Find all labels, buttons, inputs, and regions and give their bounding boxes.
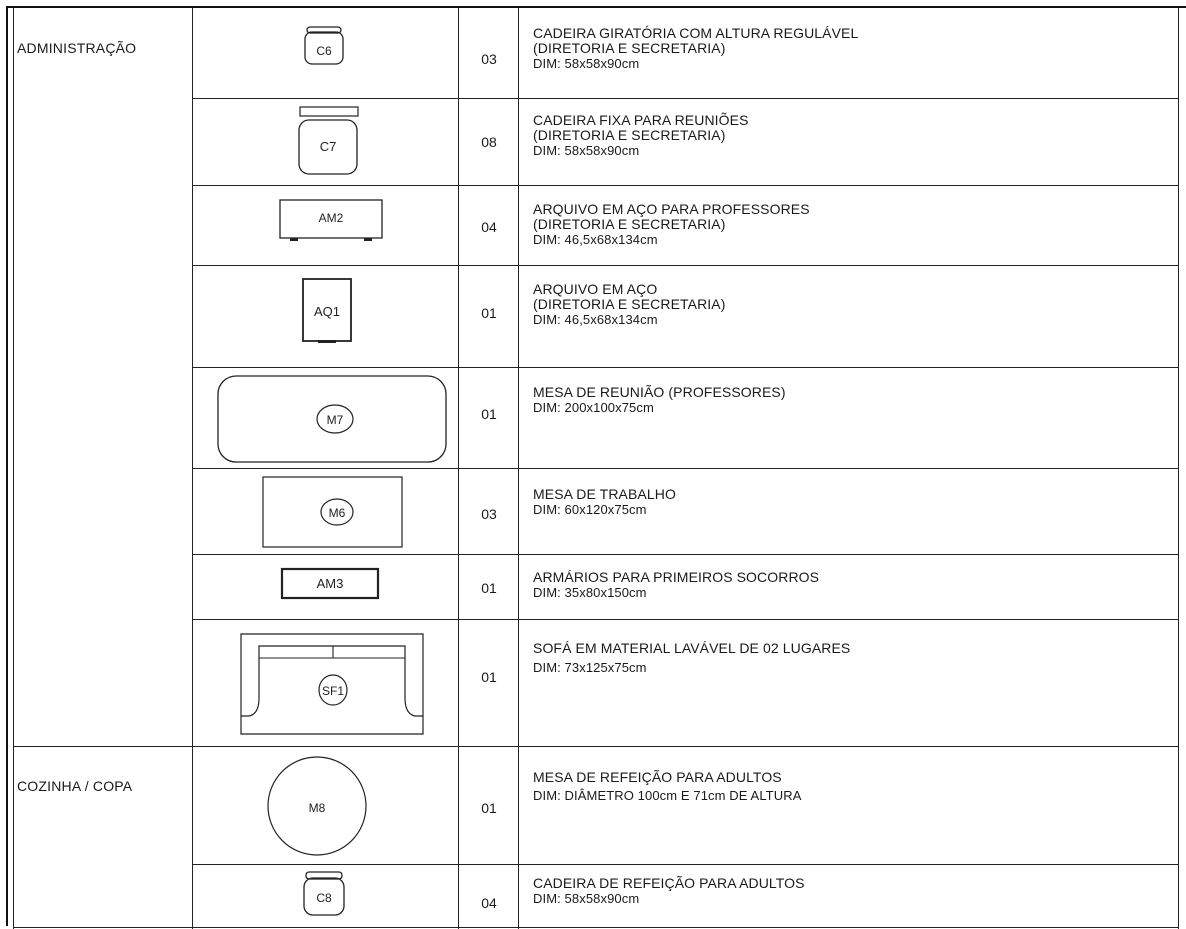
desc-dim: DIM: 60x120x75cm xyxy=(533,502,647,517)
qty-c7: 08 xyxy=(481,134,497,150)
symbol-code: AM2 xyxy=(318,211,344,225)
row-divider xyxy=(192,98,1179,99)
desc-dim: DIM: DIÂMETRO 100cm E 71cm DE ALTURA xyxy=(533,788,802,803)
desc-am3 xyxy=(533,570,819,600)
desc-line: MESA DE REFEIÇÃO PARA ADULTOS xyxy=(533,769,782,785)
area-label-cozinha: COZINHA / COPA xyxy=(17,778,133,794)
row-divider xyxy=(192,864,1179,865)
qty-m7: 01 xyxy=(481,406,497,422)
qty-am3: 01 xyxy=(481,580,497,596)
desc-line: MESA DE REUNIÃO (PROFESSORES) xyxy=(533,384,786,400)
desc-line: MESA DE TRABALHO xyxy=(533,486,676,502)
symbol-code: M6 xyxy=(328,506,346,520)
chair-c7-symbol xyxy=(294,106,364,178)
section-divider xyxy=(13,746,1179,747)
desc-dim: DIM: 200x100x75cm xyxy=(533,400,654,415)
desc-line: SOFÁ EM MATERIAL LAVÁVEL DE 02 LUGARES xyxy=(533,640,851,656)
desc-c6 xyxy=(533,26,858,71)
cabinet-aq1-symbol xyxy=(300,276,356,350)
desc-m6 xyxy=(533,487,676,517)
desc-am2 xyxy=(533,202,810,247)
desc-aq1 xyxy=(533,282,725,327)
desc-line: CADEIRA DE REFEIÇÃO PARA ADULTOS xyxy=(533,875,805,891)
symbol-code: M8 xyxy=(308,801,326,815)
row-divider xyxy=(192,619,1179,620)
qty-aq1: 01 xyxy=(481,305,497,321)
cabinet-am3-symbol xyxy=(280,567,380,601)
symbol-code: C7 xyxy=(319,139,337,154)
row-divider xyxy=(192,554,1179,555)
desc-dim: DIM: 46,5x68x134cm xyxy=(533,232,658,247)
symbol-code: C6 xyxy=(316,44,332,58)
qty-c6: 03 xyxy=(481,51,497,67)
qty-sf1: 01 xyxy=(481,669,497,685)
desc-line: (DIRETORIA E SECRETARIA) xyxy=(533,296,726,312)
desc-line: CADEIRA FIXA PARA REUNIÕES xyxy=(533,112,749,128)
sofa-sf1-symbol xyxy=(237,628,429,738)
table-border-top xyxy=(6,6,1186,8)
row-divider xyxy=(192,468,1179,469)
desc-c8 xyxy=(533,876,805,906)
desc-dim: DIM: 58x58x90cm xyxy=(533,891,640,906)
desc-m7 xyxy=(533,385,786,415)
symbol-code: C8 xyxy=(316,891,332,905)
desc-line: (DIRETORIA E SECRETARIA) xyxy=(533,127,726,143)
qty-m8: 01 xyxy=(481,800,497,816)
desc-line: ARQUIVO EM AÇO xyxy=(533,281,658,297)
desc-line: CADEIRA GIRATÓRIA COM ALTURA REGULÁVEL xyxy=(533,25,859,41)
desc-c7 xyxy=(533,113,749,158)
symbol-code: M7 xyxy=(326,413,344,427)
desc-dim: DIM: 73x125x75cm xyxy=(533,660,647,675)
row-divider xyxy=(192,185,1179,186)
desc-dim: DIM: 58x58x90cm xyxy=(533,143,640,158)
symbol-code: SF1 xyxy=(321,684,345,698)
desc-m8 xyxy=(533,770,801,803)
row-divider xyxy=(13,927,1179,928)
table-border-left xyxy=(6,6,8,926)
chair-c6-symbol xyxy=(300,25,350,71)
round-table-m8-symbol xyxy=(267,750,367,860)
row-divider xyxy=(192,367,1179,368)
column-divider xyxy=(13,8,14,929)
desc-dim: DIM: 35x80x150cm xyxy=(533,585,647,600)
row-divider xyxy=(192,265,1179,266)
table-m6-symbol xyxy=(261,474,405,550)
symbol-code: AQ1 xyxy=(313,304,341,319)
desc-line: (DIRETORIA E SECRETARIA) xyxy=(533,40,726,56)
qty-am2: 04 xyxy=(481,219,497,235)
cabinet-am2-symbol xyxy=(278,198,384,246)
chair-c8-symbol xyxy=(299,870,351,920)
qty-m6: 03 xyxy=(481,506,497,522)
desc-sf1 xyxy=(533,641,850,675)
symbol-code: AM3 xyxy=(316,576,344,591)
qty-c8: 04 xyxy=(481,895,497,911)
desc-line: ARQUIVO EM AÇO PARA PROFESSORES xyxy=(533,201,810,217)
table-m7-symbol xyxy=(214,373,450,465)
desc-dim: DIM: 58x58x90cm xyxy=(533,56,640,71)
desc-line: ARMÁRIOS PARA PRIMEIROS SOCORROS xyxy=(533,569,820,585)
area-label-administracao: ADMINISTRAÇÃO xyxy=(17,40,137,56)
desc-line: (DIRETORIA E SECRETARIA) xyxy=(533,216,726,232)
desc-dim: DIM: 46,5x68x134cm xyxy=(533,312,658,327)
